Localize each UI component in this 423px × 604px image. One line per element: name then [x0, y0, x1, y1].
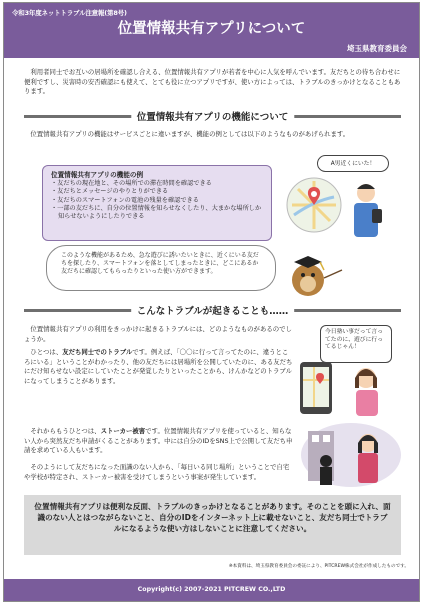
feature-item: ・友だちとメッセージのやりとりができる — [51, 188, 169, 196]
feature-item: ・一部の友だちに、自分の位置情報を知らせなくしたり、大まかな場所しか知らせないようにしたりできる — [51, 204, 262, 221]
section-heading-troubles — [24, 303, 401, 317]
stalker-keyword: ストーカー被害 — [100, 427, 146, 435]
intro-paragraph: 利用者同士でお互いの居場所を確認し合える、位置情報共有アプリが若者を中心に人気を呼んでいます。友だちとの待ち合わせに便利ですし、災害時の安否確認にも使えて、とても役に立つアプリですが、使い方によっては、トラブルのきっかけとなることもあります。 — [24, 68, 401, 95]
feature-item: ・友だちのスマートフォンの電池の残量を確認できる — [51, 196, 199, 204]
friend-trouble-keyword: 友だち同士でのトラブル — [62, 348, 133, 356]
friend-trouble-pre: ひとつは、 — [30, 348, 63, 356]
feature-examples-title: 位置情報共有アプリの機能の例 — [51, 171, 144, 179]
friend-trouble-paragraph — [24, 348, 294, 386]
map-illustration — [284, 175, 404, 243]
section-heading-features — [24, 109, 401, 123]
stalker-illustration — [298, 421, 404, 489]
stalker-paragraph — [24, 427, 294, 456]
publisher-label: 埼玉県教育委員会 — [347, 44, 407, 53]
feature-item: ・友だちの現在地と、その場所での滞在時間を確認できる — [51, 180, 212, 188]
stalker-post: です。位置情報共有アプリを使っていると、知らない人から突然友だち申請がくることがあります。中には自分のIDをSNS上で公開して友だち申請を求めている人もいます。 — [24, 427, 293, 454]
page — [3, 2, 420, 602]
issue-label: 令和3年度ネットトラブル注意報(第8号) — [12, 9, 127, 17]
footnote: ※本資料は、埼玉県教育委員会の委託により、PITCREW株式会社が作成したものです。 — [228, 564, 409, 569]
features-lead: 位置情報共有アプリの機能はサービスごとに違いますが、機能の例としては以下のようなものがあげられます。 — [30, 130, 350, 138]
feature-examples-box — [42, 165, 272, 241]
section-title: 位置情報共有アプリの機能について — [131, 109, 294, 123]
footer-copyright: Copyright(c) 2007-2021 PITCREW CO.,LTD — [4, 579, 419, 601]
troubles-lead: 位置情報共有アプリの利用をきっかけに起きるトラブルには、どのようなものがあるのでしょうか。 — [24, 325, 292, 343]
page-title: 位置情報共有アプリについて — [117, 21, 306, 37]
friend-trouble-post: です。例えば、「〇〇に行って言ってたのに、違うところにいる」ということがわかったり、他の友だちには居場所を公開していたのに、ある友だちにだけ知らせない設定にしていたことが発覚したりといったことから、けんかなどのトラブルになってしまうことがあります。 — [24, 348, 293, 385]
summary-box: 位置情報共有アプリは便利な反面、トラブルのきっかけとなることがあります。そのことを頭に入れ、面識のない人とはつながらないこと、自分のIDをインターネット上に載せないこと、友だち同士でトラブルになるような使い方はしないことに注意してください。 — [24, 495, 401, 555]
speech-bubble-lie: 今日塾い事だって言ってたのに、遊びに行ってるじゃん！ — [320, 325, 392, 363]
header-banner — [4, 3, 419, 58]
usage-note-bubble: このような機能があるため、急な遊びに誘いたいときに、近くにいる友だちを探したり、スマートフォンを落としてしまったときに、どこにあるか友だちに確認してもらったりといった使い方ができます。 — [46, 245, 276, 291]
phone-map-illustration — [294, 358, 404, 418]
stalker-pre: それからもうひとつは、 — [30, 427, 101, 435]
section-title: こんなトラブルが起きることも…… — [131, 303, 295, 317]
stalker-example-paragraph: そのようにして友だちになった面識のない人から、「毎日いる同じ場所」ということで自宅や学校が特定され、ストーカー被害を受けてしまうという事案が発生しています。 — [24, 463, 290, 481]
speech-bubble-nearby: A男近くにいた！ — [317, 155, 389, 172]
mascot-illustration — [276, 248, 346, 298]
